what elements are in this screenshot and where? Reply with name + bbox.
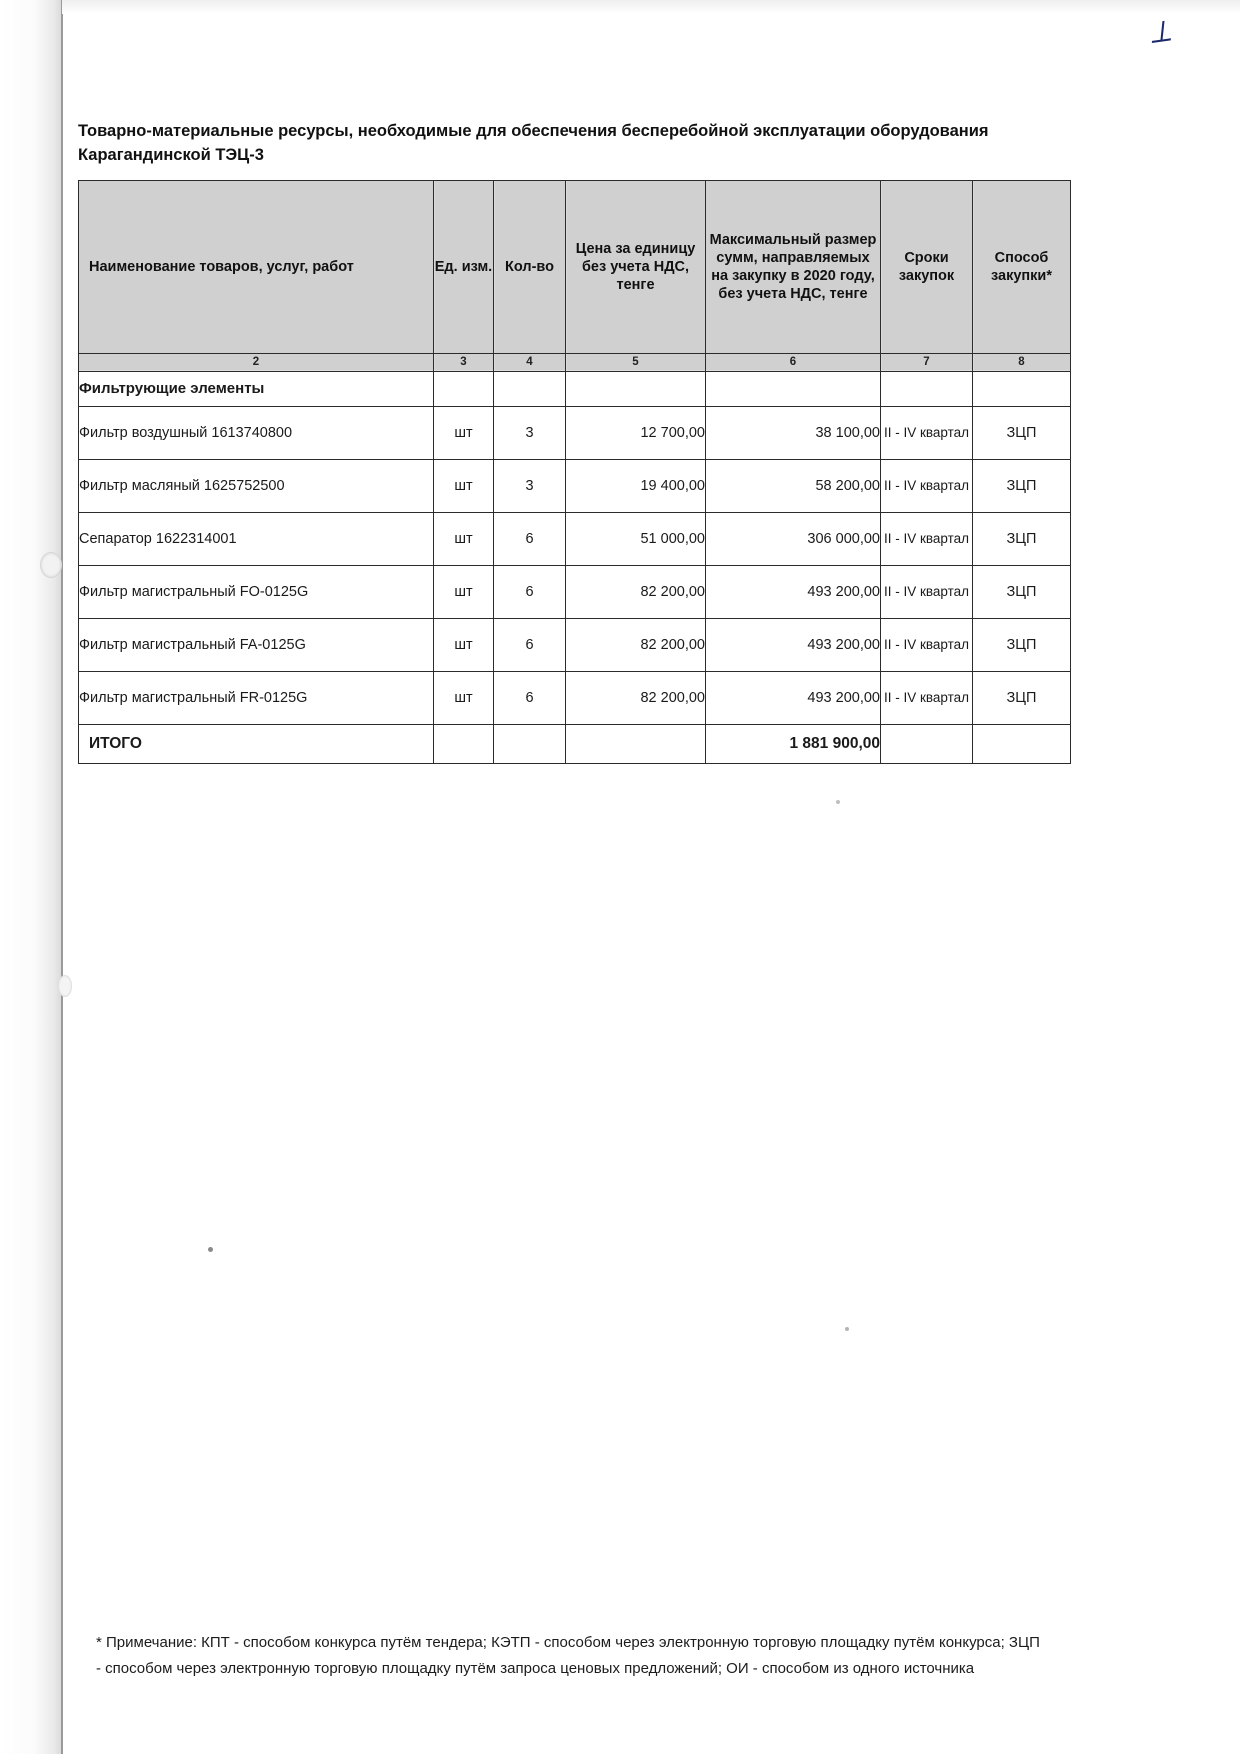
punch-hole-icon xyxy=(58,975,72,997)
column-header-unit: Ед. изм. xyxy=(434,180,494,353)
scan-speck xyxy=(845,1327,849,1331)
table-section-row xyxy=(79,371,1071,406)
cell-name: Фильтр магистральный FO-0125G xyxy=(79,565,434,618)
section-empty-cell xyxy=(434,371,494,406)
footnote-text: * Примечание: КПТ - способом конкурса путём тендера; КЭТП - способом через электронную торговую площадку путём конкурса; ЗЦП - способом через электронную торговую площадку путём запроса ценовых предложений; ОИ - способом из одного источника xyxy=(96,1634,1040,1678)
cell-name: Фильтр магистральный FR-0125G xyxy=(79,671,434,724)
cell-term: II - IV квартал xyxy=(881,459,973,512)
column-number: 5 xyxy=(566,353,706,371)
column-header-price: Цена за единицу без учета НДС, тенге xyxy=(566,180,706,353)
cell-term: II - IV квартал xyxy=(881,512,973,565)
column-number: 6 xyxy=(706,353,881,371)
cell-term: II - IV квартал xyxy=(881,618,973,671)
cell-unit: шт xyxy=(434,565,494,618)
footnote xyxy=(96,1630,1046,1683)
cell-qty: 3 xyxy=(494,406,566,459)
column-header-name: Наименование товаров, услуг, работ xyxy=(79,180,434,353)
cell-amount: 306 000,00 xyxy=(706,512,881,565)
section-label: Фильтрующие элементы xyxy=(79,371,434,406)
cell-unit: шт xyxy=(434,512,494,565)
column-number: 4 xyxy=(494,353,566,371)
cell-name: Сепаратор 1622314001 xyxy=(79,512,434,565)
table-row xyxy=(79,618,1071,671)
table-column-number-row xyxy=(79,353,1071,371)
punch-hole-icon xyxy=(40,552,62,578)
column-header-qty: Кол-во xyxy=(494,180,566,353)
scan-speck xyxy=(208,1247,213,1252)
table-row xyxy=(79,406,1071,459)
total-empty-cell xyxy=(881,724,973,763)
table-total-row xyxy=(79,724,1071,763)
section-empty-cell xyxy=(566,371,706,406)
column-header-amount: Максимальный размер сумм, направляемых на закупку в 2020 году, без учета НДС, тенге xyxy=(706,180,881,353)
total-label: ИТОГО xyxy=(79,724,434,763)
document-body xyxy=(78,120,1078,764)
column-header-method: Способ закупки* xyxy=(973,180,1071,353)
total-amount: 1 881 900,00 xyxy=(706,724,881,763)
cell-method: ЗЦП xyxy=(973,565,1071,618)
cell-term: II - IV квартал xyxy=(881,671,973,724)
cell-unit: шт xyxy=(434,406,494,459)
cell-qty: 6 xyxy=(494,512,566,565)
cell-name: Фильтр масляный 1625752500 xyxy=(79,459,434,512)
cell-price: 82 200,00 xyxy=(566,671,706,724)
cell-method: ЗЦП xyxy=(973,618,1071,671)
section-empty-cell xyxy=(973,371,1071,406)
procurement-table xyxy=(78,180,1071,764)
cell-price: 51 000,00 xyxy=(566,512,706,565)
cell-method: ЗЦП xyxy=(973,459,1071,512)
column-header-terms: Сроки закупок xyxy=(881,180,973,353)
page-top-edge xyxy=(62,0,1240,14)
table-row xyxy=(79,512,1071,565)
cell-amount: 493 200,00 xyxy=(706,565,881,618)
cell-qty: 3 xyxy=(494,459,566,512)
cell-price: 82 200,00 xyxy=(566,565,706,618)
cell-term: II - IV квартал xyxy=(881,406,973,459)
column-number: 3 xyxy=(434,353,494,371)
total-empty-cell xyxy=(566,724,706,763)
cell-amount: 493 200,00 xyxy=(706,618,881,671)
section-empty-cell xyxy=(494,371,566,406)
total-empty-cell xyxy=(973,724,1071,763)
cell-qty: 6 xyxy=(494,565,566,618)
handwritten-signature: ⟂ xyxy=(1147,14,1171,51)
column-number: 8 xyxy=(973,353,1071,371)
cell-unit: шт xyxy=(434,459,494,512)
page-left-scan-edge xyxy=(0,0,62,1754)
cell-unit: шт xyxy=(434,671,494,724)
total-empty-cell xyxy=(434,724,494,763)
table-row xyxy=(79,671,1071,724)
section-empty-cell xyxy=(706,371,881,406)
cell-method: ЗЦП xyxy=(973,671,1071,724)
cell-price: 82 200,00 xyxy=(566,618,706,671)
cell-name: Фильтр воздушный 1613740800 xyxy=(79,406,434,459)
cell-method: ЗЦП xyxy=(973,512,1071,565)
cell-price: 19 400,00 xyxy=(566,459,706,512)
section-empty-cell xyxy=(881,371,973,406)
cell-unit: шт xyxy=(434,618,494,671)
table-row xyxy=(79,459,1071,512)
cell-method: ЗЦП xyxy=(973,406,1071,459)
page-binding-line xyxy=(61,0,63,1754)
page-title: Товарно-материальные ресурсы, необходимые для обеспечения бесперебойной эксплуатации оборудования Карагандинской ТЭЦ-3 xyxy=(78,122,989,164)
cell-term: II - IV квартал xyxy=(881,565,973,618)
column-number: 7 xyxy=(881,353,973,371)
column-number: 2 xyxy=(79,353,434,371)
table-row xyxy=(79,565,1071,618)
cell-qty: 6 xyxy=(494,671,566,724)
cell-price: 12 700,00 xyxy=(566,406,706,459)
cell-amount: 38 100,00 xyxy=(706,406,881,459)
scan-speck xyxy=(836,800,840,804)
cell-amount: 493 200,00 xyxy=(706,671,881,724)
cell-amount: 58 200,00 xyxy=(706,459,881,512)
cell-qty: 6 xyxy=(494,618,566,671)
cell-name: Фильтр магистральный FA-0125G xyxy=(79,618,434,671)
total-empty-cell xyxy=(494,724,566,763)
table-header-row xyxy=(79,180,1071,353)
